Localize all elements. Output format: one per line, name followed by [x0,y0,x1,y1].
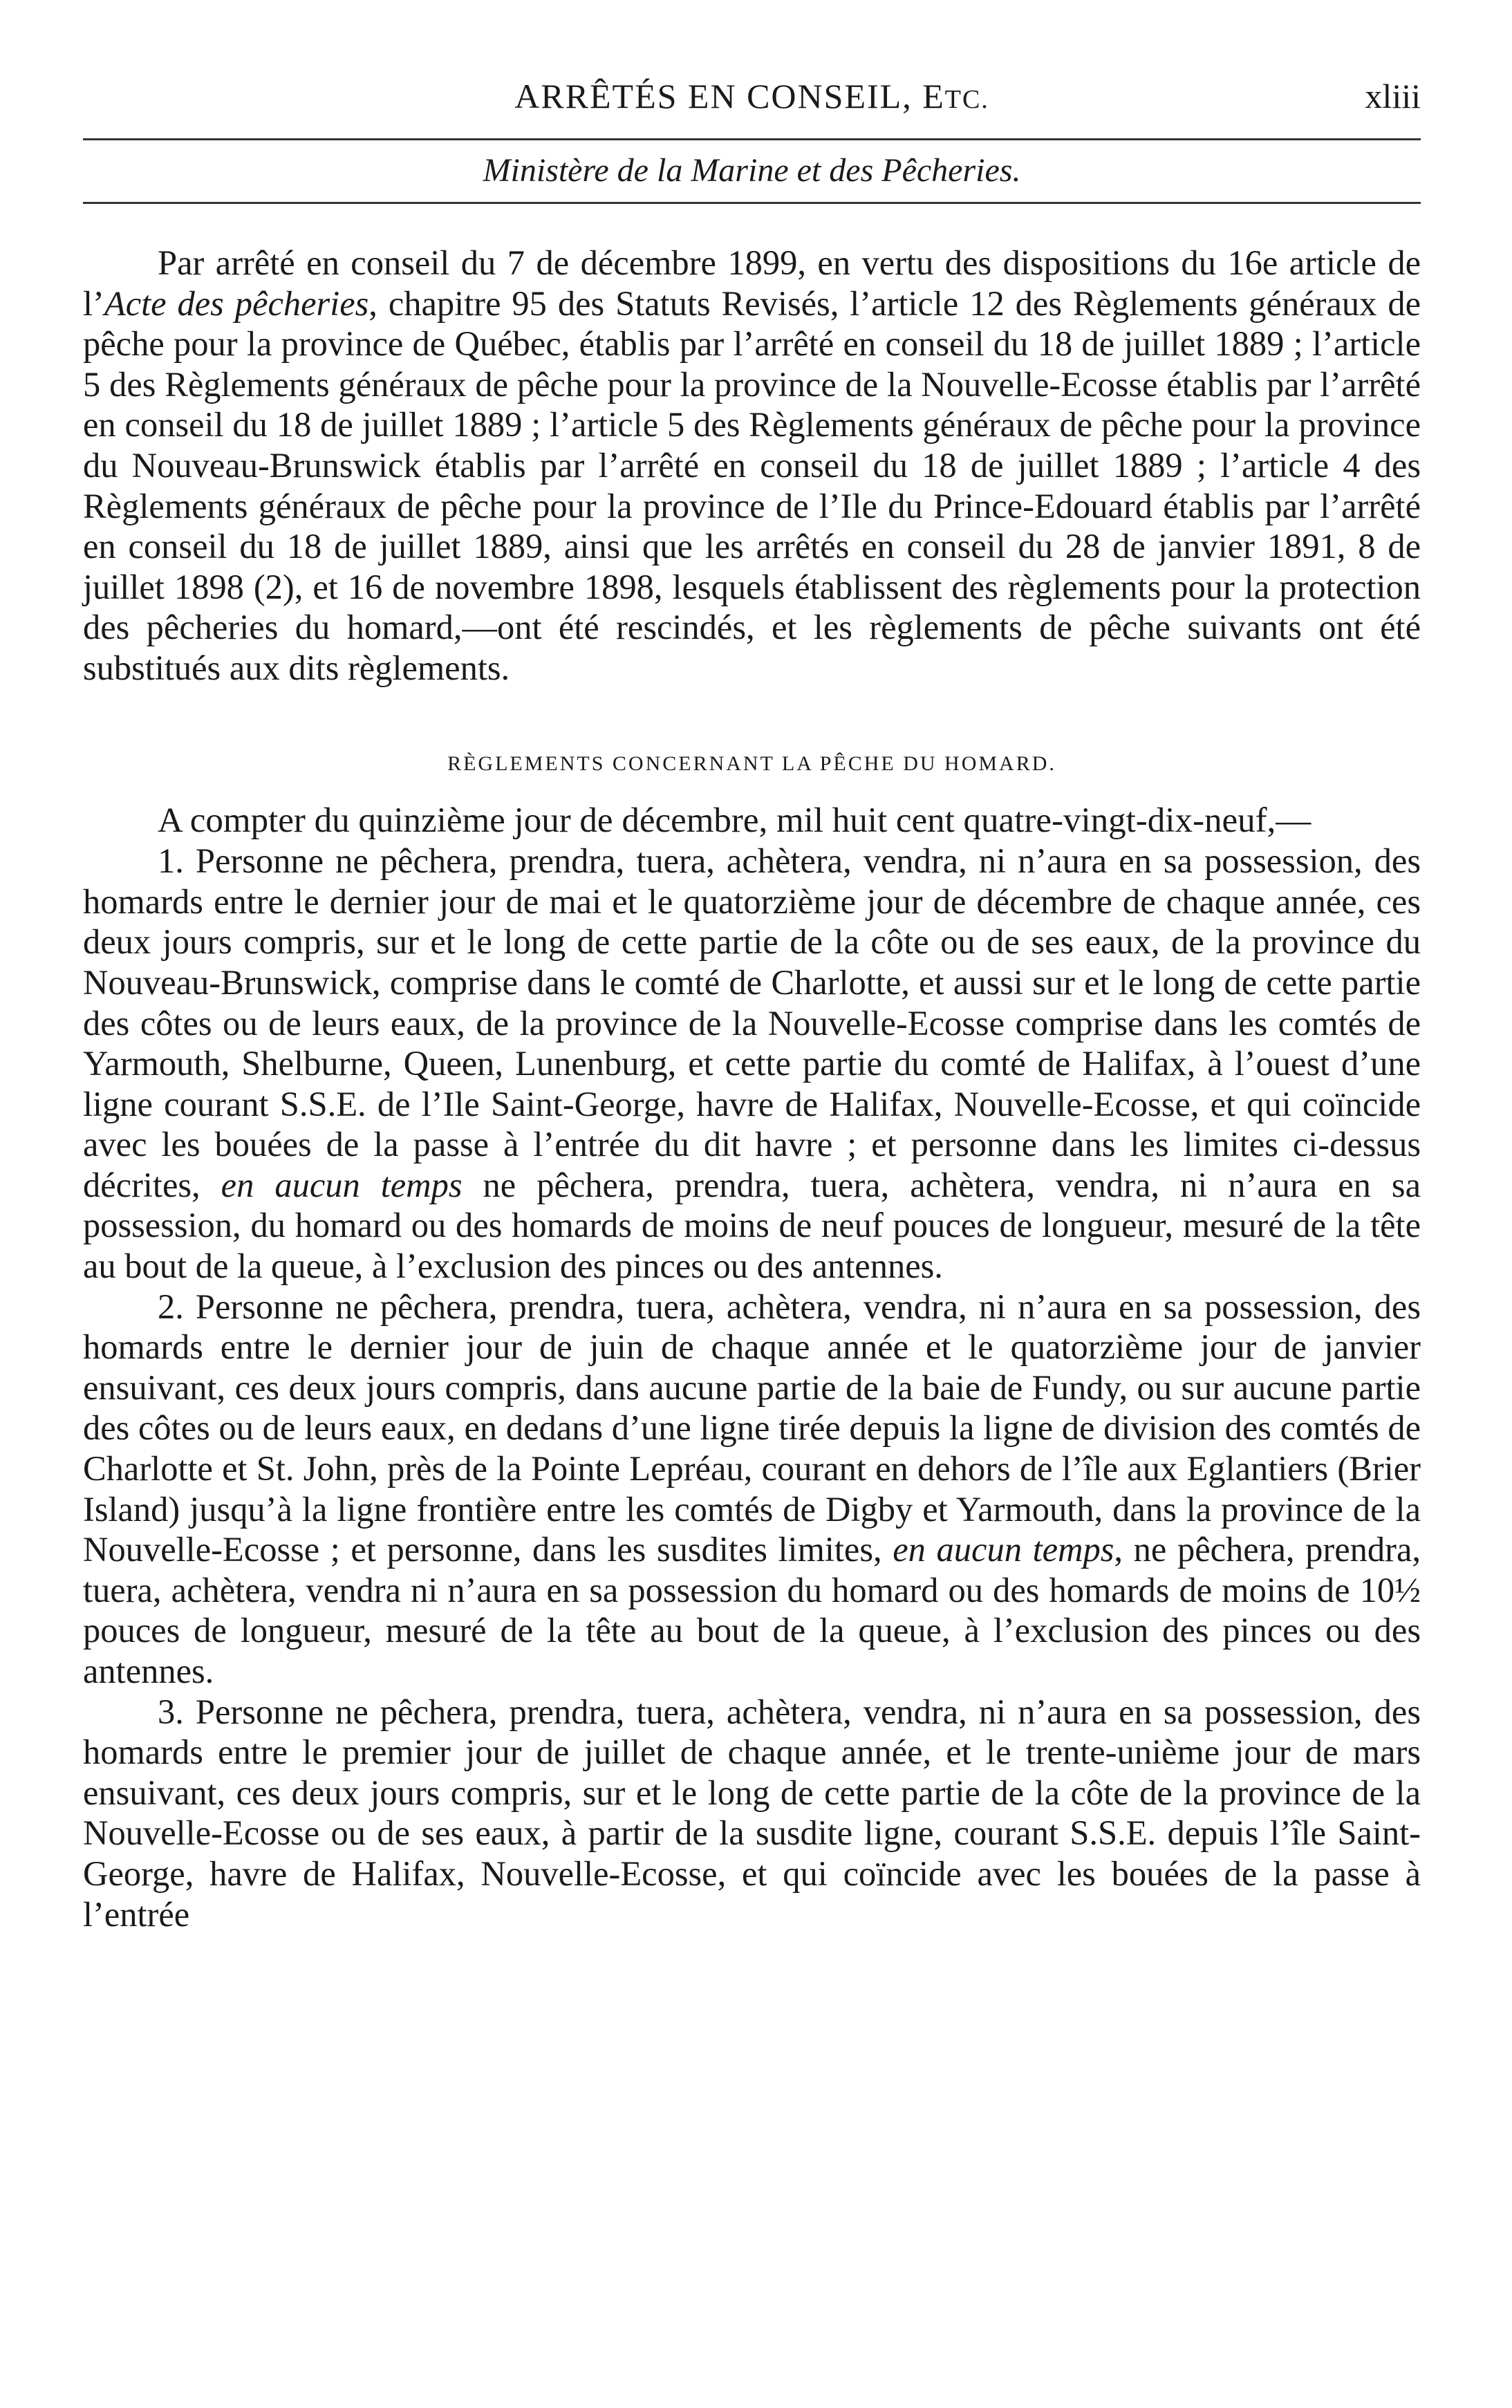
article-2-text-before: 2. Personne ne pêchera, prendra, tuera, achètera, vendra, ni n’aura en sa possession, des homards entre le dernier jour de juin de chaque année et le quatorzième jour de janvier ensuivant, ces deux jours compris, dans aucune partie de la baie de Fundy, ou sur aucune partie des côtes ou de leurs eaux, en dedans d’une ligne tirée depuis la ligne de division des comtés de Charlotte et St. John, près de la Pointe Lepréau, courant en dehors de l’île aux Eglantiers (Brier Island) jusqu’à la ligne frontière entre les comtés de Digby et Yarmouth, dans la province de la Nouvelle-Ecosse ; et personne, dans les susdites limites, [83,1287,1421,1569]
article-3 [83,1692,1421,1935]
running-title-lead: ARRÊTÉS EN CONSEIL, E [514,77,945,115]
article-2 [83,1287,1421,1692]
running-title [83,76,1421,116]
act-title: Acte des pêcheries [104,283,369,323]
article-2-emphasis: en aucun temps [893,1530,1114,1569]
article-1 [83,841,1421,1287]
article-1-text-before: 1. Personne ne pêchera, prendra, tuera, achètera, vendra, ni n’aura en sa possession, des homards entre le dernier jour de mai et le quatorzième jour de décembre de chaque année, ces deux jours compris, sur et le long de cette partie de la côte ou de ses eaux, de la province du Nouveau-Brunswick, comprise dans le comté de Charlotte, et aussi sur et le long de cette partie des côtes ou de leurs eaux, de la province de la Nouvelle-Ecosse comprise dans les comtés de Yarmouth, Shelburne, Queen, Lunenburg, et cette partie du comté de Halifax, à l’ouest d’une ligne courant S.S.E. de l’Ile Saint-George, havre de Halifax, Nouvelle-Ecosse, et qui coïncide avec les bouées de la passe à l’entrée du dit havre ; et personne dans les limites ci-dessus décrites, [83,841,1421,1204]
top-rule [83,138,1421,140]
intro-paragraph [83,243,1421,689]
preamble-paragraph: A compter du quinzième jour de décembre, mil huit cent quatre-vingt-dix-neuf,— [158,801,1312,840]
page-number: xliii [1365,77,1421,115]
article-1-emphasis: en aucun temps [221,1165,463,1204]
bottom-rule [83,202,1421,204]
section-heading: RÈGLEMENTS CONCERNANT LA PÊCHE DU HOMARD. [447,752,1056,775]
article-2-text-after: , ne pêchera, prendra, tuera, achètera, vendra ni n’aura en sa possession du homard ou des homards de moins de 10½ pouces de longueur, mesuré de la tête au bout de la queue, à l’exclusion des pinces ou des antennes. [83,1530,1421,1690]
running-title-small-caps: TC. [944,85,989,114]
intro-part1: Par arrêté en conseil du 7 de décembre 1899, en vertu des dispositions du 16e article de l’ [83,243,1421,323]
running-header [83,76,1421,138]
intro-part2: , chapitre 95 des Statuts Revisés, l’article 12 des Règlements généraux de pêche pour la province de Québec, établis par l’arrêté en conseil du 18 de juillet 1889 ; l’article 5 des Règlements généraux de pêche pour la province de la Nouvelle-Ecosse établis par l’arrêté en conseil du 18 de juillet 1889 ; l’article 5 des Règlements généraux de pêche pour la province du Nouveau-Brunswick établis par l’arrêté en conseil du 18 de juillet 1889 ; l’article 4 des Règlements généraux de pêche pour la province de l’Ile du Prince-Edouard établis par l’arrêté en conseil du 18 de juillet 1889, ainsi que les arrêtés en conseil du 28 de janvier 1891, 8 de juillet 1898 (2), et 16 de novembre 1898, lesquels établissent des règlements pour la protection des pêcheries du homard,—ont été rescindés, et les règlements de pêche suivants ont été substitués aux dits règlements. [83,283,1421,687]
article-3-text-before: 3. Personne ne pêchera, prendra, tuera, achètera, vendra, ni n’aura en sa possession, des homards entre le premier jour de juillet de chaque année, et le trente-unième jour de mars ensuivant, ces deux jours compris, sur et le long de cette partie de la côte de la province de la Nouvelle-Ecosse ou de ses eaux, à partir de la susdite ligne, courant S.S.E. depuis l’île Saint-George, havre de Halifax, Nouvelle-Ecosse, et qui coïncide avec les bouées de la passe à l’entrée [83,1692,1421,1934]
document-page [83,76,1421,1934]
ministry-heading: Ministère de la Marine et des Pêcheries. [483,152,1021,189]
article-1-text-after: ne pêchera, prendra, tuera, achètera, vendra, ni n’aura en sa possession, du homard ou des homards de moins de neuf pouces de longueur, mesuré de la tête au bout de la queue, à l’exclusion des pinces ou des antennes. [83,1165,1421,1286]
